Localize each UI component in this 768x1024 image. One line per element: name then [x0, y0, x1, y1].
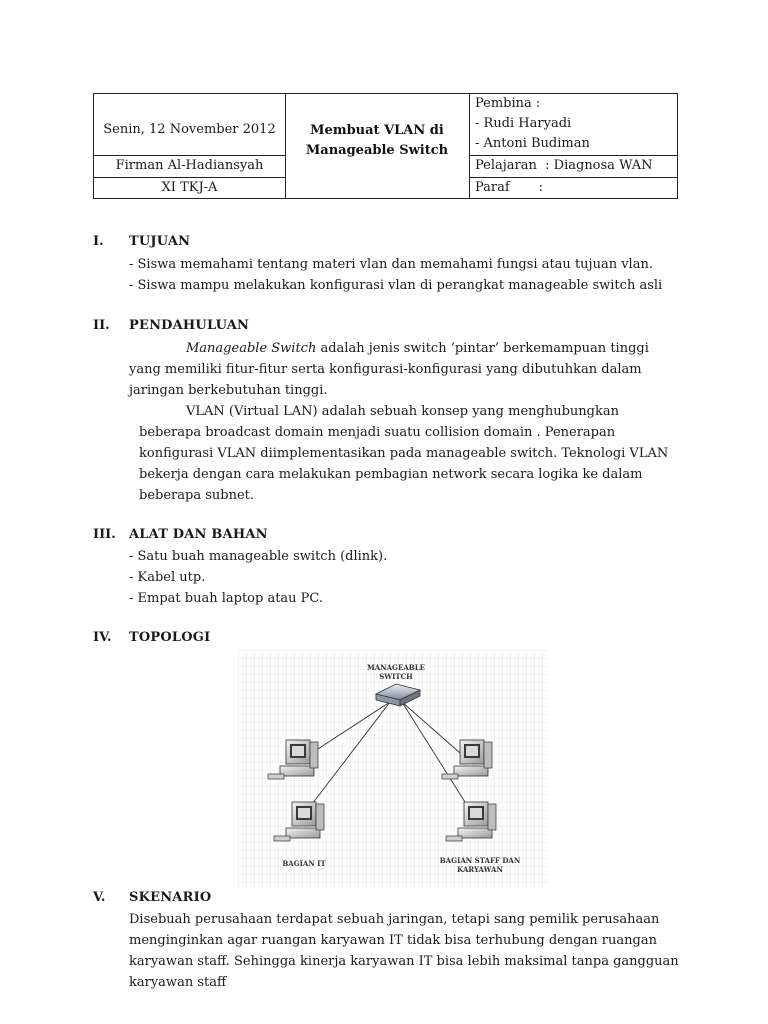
list-item: - Satu buah manageable switch (dlink).: [129, 549, 388, 564]
title-line: Manageable Switch: [305, 143, 449, 158]
section-title: SKENARIO: [129, 890, 212, 905]
paragraph-line: karyawan staff: [129, 975, 227, 990]
switch-label: MANAGEABLE: [367, 663, 425, 672]
paragraph-line: bekerja dengan cara melakukan pembagian network secara logika ke dalam: [139, 467, 643, 482]
paragraph-line: Disebuah perusahaan terdapat sebuah jaringan, tetapi sang pemilik perusahaan: [129, 912, 660, 927]
paragraph-line: beberapa broadcast domain menjadi suatu collision domain . Penerapan: [139, 425, 616, 440]
pembina-label: Pembina :: [475, 96, 541, 111]
list-item: - Siswa memahami tentang materi vlan dan memahami fungsi atau tujuan vlan.: [129, 257, 653, 272]
paragraph-line: [186, 338, 674, 359]
document-title: [285, 121, 469, 161]
header-table: [93, 93, 678, 199]
list-item: - Kabel utp.: [129, 570, 206, 585]
paragraph-line: konfigurasi VLAN diimplementasikan pada manageable switch. Teknologi VLAN: [139, 446, 669, 461]
date-cell: Senin, 12 November 2012: [103, 122, 276, 137]
paragraph-line: VLAN (Virtual LAN) adalah sebuah konsep yang menghubungkan: [186, 404, 619, 419]
italic-term: Manageable Switch: [186, 341, 317, 356]
section-title: TOPOLOGI: [129, 630, 211, 645]
section-number: II.: [93, 318, 110, 333]
section-number: IV.: [93, 630, 112, 645]
section-number: V.: [93, 890, 106, 905]
pelajaran-cell: Pelajaran : Diagnosa WAN: [475, 158, 653, 173]
pembina-name: - Antoni Budiman: [475, 136, 590, 151]
section-title: PENDAHULUAN: [129, 318, 250, 333]
group-label-it: BAGIAN IT: [282, 859, 326, 868]
topology-diagram: [238, 650, 548, 887]
paragraph-line: jaringan berkebutuhan tinggi.: [129, 383, 328, 398]
list-item: - Empat buah laptop atau PC.: [129, 591, 324, 606]
paragraph-line: beberapa subnet.: [139, 488, 254, 503]
pembina-cell: [475, 94, 675, 154]
student-name: Firman Al-Hadiansyah: [115, 158, 264, 173]
class-cell: XI TKJ-A: [161, 180, 218, 195]
table-divider: [469, 94, 470, 198]
section-title: TUJUAN: [129, 234, 191, 249]
paraf-cell: Paraf :: [475, 180, 543, 195]
paragraph-text: adalah jenis switch ‘pintar’ berkemampuan tinggi: [316, 341, 649, 356]
switch-label: SWITCH: [379, 672, 413, 681]
list-item: - Siswa mampu melakukan konfigurasi vlan di perangkat manageable switch asli: [129, 278, 663, 293]
paragraph-line: karyawan staff. Sehingga kinerja karyawan IT bisa lebih maksimal tanpa gangguan: [129, 954, 679, 969]
group-label-staff: BAGIAN STAFF DAN: [439, 856, 521, 865]
paragraph-line: menginginkan agar ruangan karyawan IT tidak bisa terhubung dengan ruangan: [129, 933, 657, 948]
pembina-name: - Rudi Haryadi: [475, 116, 572, 131]
section-number: I.: [93, 234, 104, 249]
section-title: ALAT DAN BAHAN: [129, 527, 268, 542]
title-line: Membuat VLAN di: [310, 123, 444, 138]
group-label-staff: KARYAWAN: [457, 865, 503, 874]
paragraph-line: yang memiliki fitur-fitur serta konfigurasi-konfigurasi yang dibutuhkan dalam: [129, 362, 642, 377]
section-number: III.: [93, 527, 116, 542]
